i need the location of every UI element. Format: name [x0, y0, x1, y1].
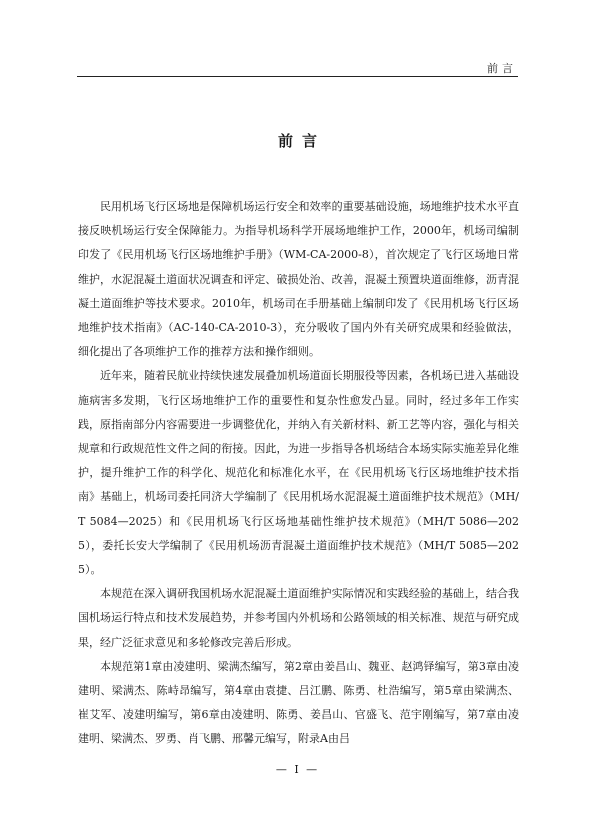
paragraph-1: 民用机场飞行区场地是保障机场运行安全和效率的重要基础设施，场地维护技术水平直接反映机场运行安全保障能力。为指导机场科学开展场地维护工作，2000年，机场司编制印发了《民用机场飞行区场地维护手册》（WM-CA-2000-8），首次规定了飞行区场地日常维护，水泥混凝土道面状况调查和评定、破损处治、改善，混凝土预置块道面维修，沥青混凝土道面维护等技术要求。2010年，机场司在手册基础上编制印发了《民用机场飞行区场地维护技术指南》（AC-140-CA-2010-3），充分吸收了国内外有关研究成果和经验做法，细化提出了各项维护工作的推荐方法和操作细则。	[78, 200, 519, 359]
body-text	[78, 195, 519, 752]
paragraph-2: 近年来，随着民航业持续快速发展叠加机场道面长期服役等因素，各机场已进入基础设施病害多发期，飞行区场地维护工作的重要性和复杂性愈发凸显。同时，经过多年工作实践，原指南部分内容需要进一步调整优化，并纳入有关新材料、新工艺等内容，强化与相关规章和行政规范性文件之间的衔接。因此，为进一步指导各机场结合本场实际实施差异化维护，提升维护工作的科学化、规范化和标准化水平，在《民用机场飞行区场地维护技术指南》基础上，机场司委托同济大学编制了《民用机场水泥混凝土道面维护技术规范》（MH/T 5084—2025）和《民用机场飞行区场地基础性维护技术规范》（MH/T 5086—2025），委托长安大学编制了《民用机场沥青混凝土道面维护技术规范》（MH/T 5085—2025）。	[78, 369, 519, 577]
page-title: 前言	[277, 132, 326, 150]
paragraph-4: 本规范第1章由凌建明、梁满杰编写，第2章由姜昌山、魏亚、赵鸿铎编写，第3章由凌建明、梁满杰、陈峙昂编写，第4章由袁捷、吕江鹏、陈勇、杜浩编写，第5章由梁满杰、崔艾军、凌建明编写，第6章由凌建明、陈勇、姜昌山、官盛飞、范宇刚编写，第7章由凌建明、梁满杰、罗勇、肖飞鹏、邢馨元编写，附录A由吕	[78, 659, 519, 746]
paragraph-3: 本规范在深入调研我国机场水泥混凝土道面维护实际情况和实践经验的基础上，结合我国机场运行特点和技术发展趋势，并参考国内外机场和公路领域的相关标准、规范与研究成果，经广泛征求意见和多轮修改完善后形成。	[78, 587, 519, 649]
running-header: 前言	[487, 62, 517, 75]
page-number: — I —	[275, 763, 320, 776]
header-rule	[77, 76, 518, 77]
